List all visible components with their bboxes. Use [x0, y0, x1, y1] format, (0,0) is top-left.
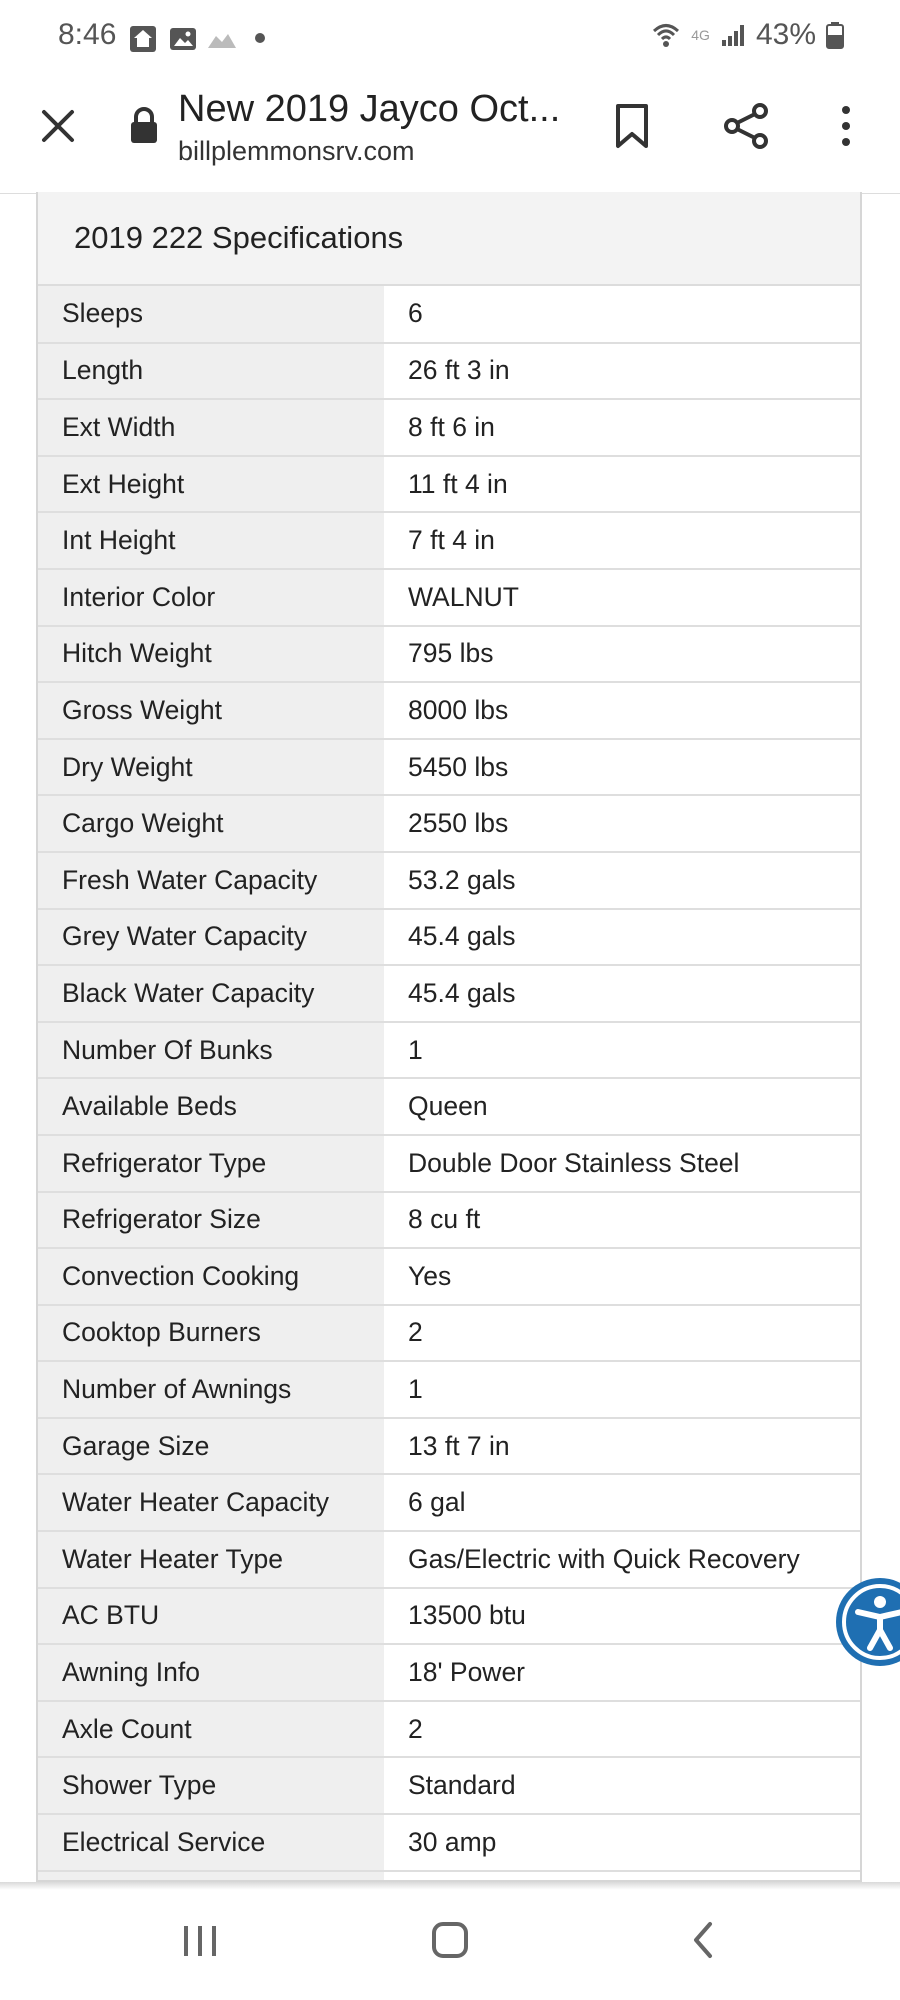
recents-icon[interactable] — [180, 1920, 220, 1960]
spec-row — [38, 512, 860, 569]
spec-value: 18' Power — [384, 1644, 860, 1701]
share-icon[interactable] — [722, 102, 770, 150]
spec-row — [38, 795, 860, 852]
spec-value: 5450 lbs — [384, 739, 860, 796]
spec-value: 30 amp — [384, 1814, 860, 1871]
spec-value: 1 — [384, 1022, 860, 1079]
spec-row — [38, 1531, 860, 1588]
spec-value: 53.2 gals — [384, 852, 860, 909]
wifi-icon — [651, 20, 681, 50]
page-url[interactable]: billplemmonsrv.com — [178, 136, 415, 166]
spec-row — [38, 1192, 860, 1249]
spec-value: 2550 lbs — [384, 795, 860, 852]
spec-label: Fresh Water Capacity — [38, 852, 384, 909]
spec-label: Refrigerator Size — [38, 1192, 384, 1249]
spec-label: Hitch Weight — [38, 626, 384, 683]
spec-value: 1 — [384, 1361, 860, 1418]
spec-label: Ext Width — [38, 399, 384, 456]
spec-value: 13 ft 7 in — [384, 1418, 860, 1475]
spec-row — [38, 1474, 860, 1531]
lock-icon[interactable] — [128, 106, 160, 146]
back-icon[interactable] — [688, 1920, 718, 1960]
spec-row — [38, 682, 860, 739]
spec-row — [38, 909, 860, 966]
spec-row — [38, 456, 860, 513]
spec-row — [38, 1135, 860, 1192]
spec-label: Black Water Capacity — [38, 965, 384, 1022]
spec-row — [38, 1248, 860, 1305]
browser-toolbar — [0, 78, 900, 194]
spec-row — [38, 1644, 860, 1701]
spec-row — [38, 965, 860, 1022]
spec-value: 45.4 gals — [384, 909, 860, 966]
network-type: 4G — [691, 27, 710, 43]
spec-label: Water Heater Type — [38, 1531, 384, 1588]
gallery-notification-icon — [206, 24, 238, 54]
spec-row — [38, 1305, 860, 1362]
spec-value: 8 cu ft — [384, 1192, 860, 1249]
spec-label: Convection Cooking — [38, 1248, 384, 1305]
system-nav-bar — [0, 1890, 900, 2000]
spec-value: 2 — [384, 1701, 860, 1758]
spec-row — [38, 399, 860, 456]
spec-label: Gross Weight — [38, 682, 384, 739]
specifications-heading: 2019 222 Specifications — [38, 192, 860, 286]
spec-label: Cooktop Burners — [38, 1305, 384, 1362]
status-bar — [0, 0, 900, 78]
battery-icon — [826, 21, 844, 49]
spec-value: Double Door Stainless Steel — [384, 1135, 860, 1192]
spec-label: Refrigerator Type — [38, 1135, 384, 1192]
more-vert-icon[interactable] — [836, 102, 856, 150]
spec-label: Available Beds — [38, 1078, 384, 1135]
spec-value: 45.4 gals — [384, 965, 860, 1022]
spec-label: Water Heater Capacity — [38, 1474, 384, 1531]
spec-label: AC BTU — [38, 1588, 384, 1645]
close-icon[interactable] — [38, 106, 78, 146]
spec-label: Length — [38, 343, 384, 400]
specifications-table — [38, 286, 860, 1882]
signal-icon — [720, 22, 746, 48]
spec-label: Axle Count — [38, 1701, 384, 1758]
spec-row — [38, 1361, 860, 1418]
spec-value: Gas/Electric with Quick Recovery — [384, 1531, 860, 1588]
spec-label: Ext Height — [38, 456, 384, 513]
status-time: 8:46 — [58, 18, 117, 51]
spec-label: Int Height — [38, 512, 384, 569]
spec-value: WALNUT — [384, 569, 860, 626]
spec-value: Queen — [384, 1078, 860, 1135]
battery-percent: 43% — [755, 18, 816, 51]
spec-row — [38, 1588, 860, 1645]
spec-row — [38, 1078, 860, 1135]
spec-label: Number of Awnings — [38, 1361, 384, 1418]
home-notification-icon — [128, 24, 158, 54]
home-icon[interactable] — [430, 1920, 470, 1960]
image-notification-icon — [168, 24, 198, 54]
spec-label: Awning Info — [38, 1644, 384, 1701]
bookmark-icon[interactable] — [612, 102, 652, 150]
specifications-card — [36, 192, 862, 1882]
spec-value: Standard — [384, 1757, 860, 1814]
spec-row — [38, 1022, 860, 1079]
accessibility-button[interactable] — [836, 1578, 900, 1666]
spec-value: 11 ft 4 in — [384, 456, 860, 513]
spec-value — [384, 1871, 860, 1882]
spec-row — [38, 1418, 860, 1475]
spec-label: Sleeps — [38, 286, 384, 343]
spec-row — [38, 286, 860, 343]
spec-row — [38, 1701, 860, 1758]
spec-value: 8 ft 6 in — [384, 399, 860, 456]
spec-label: Number Of Bunks — [38, 1022, 384, 1079]
accessibility-icon — [836, 1578, 900, 1666]
page-title[interactable]: New 2019 Jayco Oct... — [178, 88, 561, 130]
spec-value: 6 — [384, 286, 860, 343]
spec-value: Yes — [384, 1248, 860, 1305]
spec-row — [38, 1757, 860, 1814]
spec-value: 26 ft 3 in — [384, 343, 860, 400]
spec-value: 13500 btu — [384, 1588, 860, 1645]
spec-row — [38, 1814, 860, 1871]
spec-label: Garage Size — [38, 1418, 384, 1475]
nav-divider — [0, 1882, 900, 1890]
spec-value: 795 lbs — [384, 626, 860, 683]
spec-row — [38, 739, 860, 796]
spec-value: 6 gal — [384, 1474, 860, 1531]
spec-row — [38, 569, 860, 626]
spec-label: Electrical Service — [38, 1814, 384, 1871]
spec-label: Interior Color — [38, 569, 384, 626]
spec-label — [38, 1871, 384, 1882]
spec-label: Dry Weight — [38, 739, 384, 796]
spec-label: Cargo Weight — [38, 795, 384, 852]
spec-value: 2 — [384, 1305, 860, 1362]
spec-row — [38, 626, 860, 683]
spec-row — [38, 852, 860, 909]
spec-label: Grey Water Capacity — [38, 909, 384, 966]
more-notifications-dot-icon — [254, 32, 266, 44]
spec-label: Shower Type — [38, 1757, 384, 1814]
spec-row — [38, 1871, 860, 1882]
spec-value: 7 ft 4 in — [384, 512, 860, 569]
spec-value: 8000 lbs — [384, 682, 860, 739]
spec-row — [38, 343, 860, 400]
